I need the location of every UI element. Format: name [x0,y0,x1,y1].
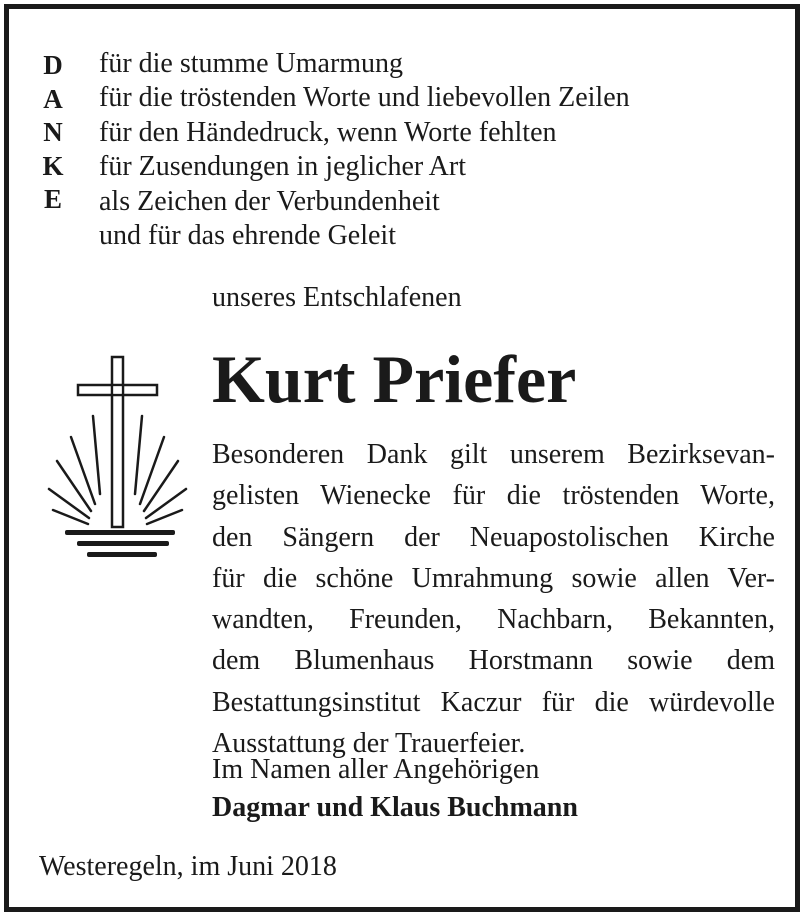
thanks-line: als Zeichen der Verbundenheit [99,185,440,217]
danke-letter: E [43,184,62,214]
thanks-lines [99,47,630,253]
cross-with-rising-sun-icon [45,354,195,569]
paragraph-line: dem Blumenhaus Horstmann sowie dem [212,645,775,677]
paragraph-line: Bestattungsinstitut Kaczur für die würdevolle [212,686,775,718]
thanks-line: und für das ehrende Geleit [99,220,396,252]
danke-letter: A [43,83,63,114]
paragraph-line: den Sängern der Neuapostolischen Kirche [212,521,775,553]
danke-acrostic [33,49,73,217]
thanks-line: für Zusendungen in jeglicher Art [99,151,467,183]
danke-letter: N [43,117,63,147]
thanks-line: für die tröstenden Worte und liebevollen Zeilen [99,82,630,114]
paragraph-line: gelisten Wienecke für die tröstenden Worte, [212,480,775,512]
danke-letter: D [43,50,63,80]
paragraph-line: Besonderen Dank gilt unserem Bezirksevan- [212,439,775,470]
notice-frame [4,4,800,912]
thanks-line: für den Händedruck, wenn Worte fehlten [99,116,557,148]
intro-text: unseres Entschlafenen [212,282,462,313]
signoff-names: Dagmar und Klaus Buchmann [212,792,578,823]
paragraph-line: Ausstattung der Trauerfeier. [212,728,526,760]
paragraph-line: für die schöne Umrahmung sowie allen Ver- [212,562,775,594]
danke-letter: K [42,150,64,181]
thanks-paragraph [212,434,775,764]
paragraph-line: wandten, Freunden, Nachbarn, Bekannten, [212,604,775,636]
thanks-line: für die stumme Umarmung [99,48,404,79]
place-date: Westeregeln, im Juni 2018 [39,851,337,882]
signoff-line: Im Namen aller Angehörigen [212,754,540,785]
signoff [212,751,578,827]
deceased-name: Kurt Priefer [212,341,577,417]
